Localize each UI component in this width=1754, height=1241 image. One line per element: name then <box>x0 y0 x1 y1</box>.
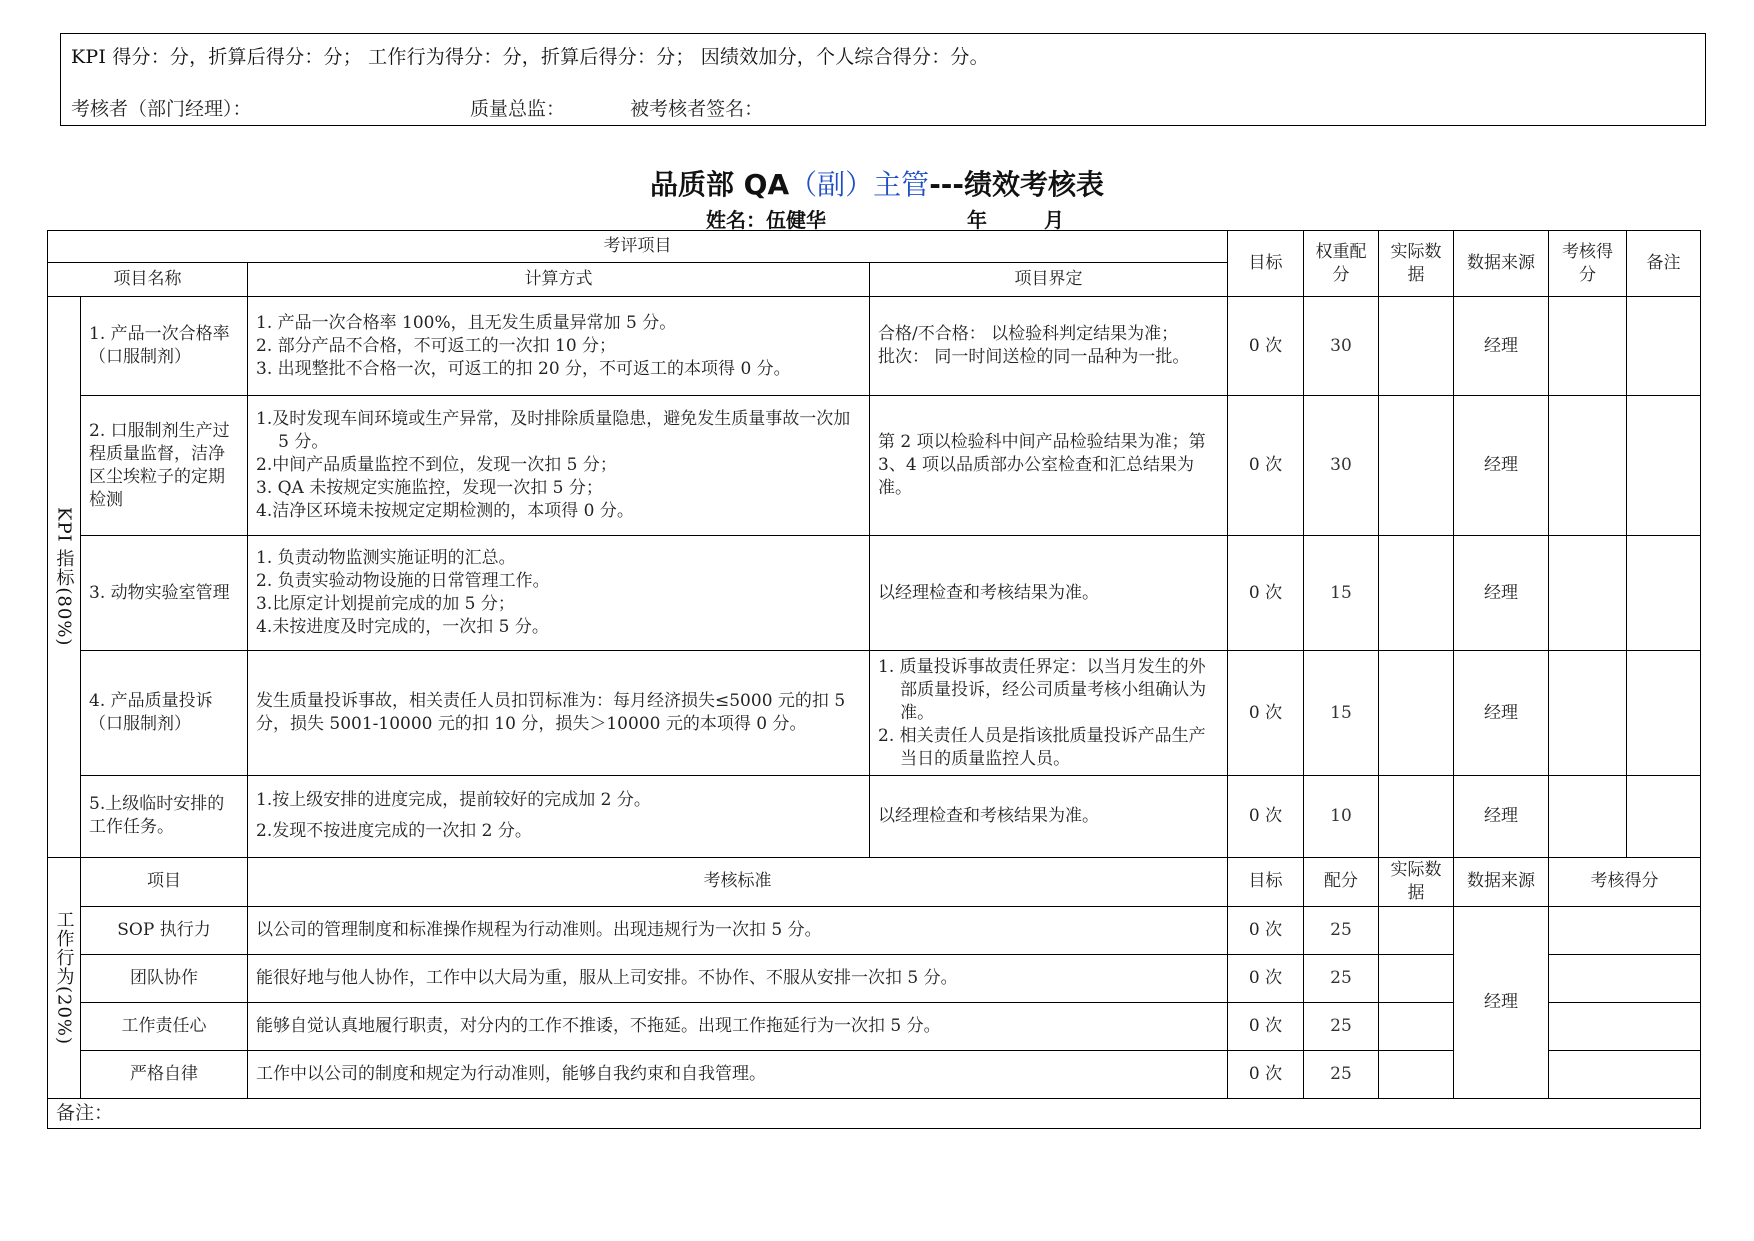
behavior-actual-data-cell[interactable] <box>1379 906 1454 954</box>
header-actual-data: 实际数据 <box>1379 231 1454 297</box>
kpi-calc-method <box>248 297 870 396</box>
header-remarks: 备注 <box>1627 231 1701 297</box>
calc-line: 1.按上级安排的进度完成，提前较好的完成加 2 分。 <box>256 790 651 811</box>
header-data-source: 数据来源 <box>1454 231 1549 297</box>
behavior-header-target: 目标 <box>1228 857 1304 906</box>
behavior-score: 25 <box>1304 906 1379 954</box>
kpi-remarks-cell[interactable] <box>1627 775 1701 857</box>
kpi-remarks-cell[interactable] <box>1627 651 1701 775</box>
header-assess-score: 考核得分 <box>1549 231 1627 297</box>
behavior-standard: 能很好地与他人协作，工作中以大局为重，服从上司安排。不协作、不服从安排一次扣 5 分。 <box>248 954 1228 1002</box>
header-review-items: 考评项目 <box>48 231 1228 263</box>
title-accent: （副）主管 <box>789 168 930 201</box>
calc-line: 2. 部分产品不合格，不可返工的一次扣 10 分； <box>256 335 617 356</box>
behavior-header-data-source: 数据来源 <box>1454 857 1549 906</box>
kpi-definition <box>870 651 1228 775</box>
behavior-standard: 以公司的管理制度和标准操作规程为行动准则。出现违规行为一次扣 5 分。 <box>248 906 1228 954</box>
kpi-item-name: 1. 产品一次合格率（口服制剂） <box>81 297 248 396</box>
definition-line: 第 2 项以检验科中间产品检验结果为准；第 3、4 项以品质部办公室检查和汇总结果为准。 <box>878 432 1206 499</box>
calc-line: 3. 出现整批不合格一次，可返工的扣 20 分，不可返工的本项得 0 分。 <box>256 358 791 379</box>
kpi-weight: 15 <box>1304 651 1379 775</box>
kpi-calc-method <box>248 775 870 857</box>
behavior-item: 工作责任心 <box>81 1002 248 1050</box>
kpi-item-name: 4. 产品质量投诉（口服制剂） <box>81 651 248 775</box>
kpi-remarks-cell[interactable] <box>1627 536 1701 651</box>
behavior-section-label: 工作行为(20%) <box>48 857 81 1098</box>
behavior-header-item: 项目 <box>81 857 248 906</box>
kpi-row <box>48 396 1701 536</box>
header-calc-method: 计算方式 <box>248 263 870 297</box>
kpi-weight: 30 <box>1304 396 1379 536</box>
behavior-assess-score-cell[interactable] <box>1549 1050 1701 1098</box>
kpi-definition <box>870 775 1228 857</box>
kpi-data-source: 经理 <box>1454 775 1549 857</box>
header-item-name: 项目名称 <box>48 263 248 297</box>
score-summary-line: KPI 得分：分，折算后得分：分； 工作行为得分：分，折算后得分：分； 因绩效加分，个人综合得分：分。 <box>71 46 989 68</box>
behavior-row <box>48 1050 1701 1098</box>
subtitle <box>706 204 1064 233</box>
definition-line: 2. 相关责任人员是指该批质量投诉产品生产当日的质量监控人员。 <box>878 725 1206 769</box>
calc-line: 1.及时发现车间环境或生产异常，及时排除质量隐患，避免发生质量事故一次加 5 分。 <box>256 409 851 453</box>
kpi-data-source: 经理 <box>1454 396 1549 536</box>
kpi-score-cell[interactable] <box>1549 651 1627 775</box>
page-title <box>0 163 1754 203</box>
behavior-actual-data-cell[interactable] <box>1379 1002 1454 1050</box>
behavior-assess-score-cell[interactable] <box>1549 906 1701 954</box>
kpi-row <box>48 536 1701 651</box>
kpi-target: 0 次 <box>1228 396 1304 536</box>
remarks-row <box>48 1098 1701 1128</box>
kpi-item-name: 5.上级临时安排的工作任务。 <box>81 775 248 857</box>
employee-name: 姓名：伍健华 <box>706 208 826 232</box>
calc-line: 4.未按进度及时完成的，一次扣 5 分。 <box>256 617 549 638</box>
summary-box <box>60 33 1706 126</box>
behavior-header-row <box>48 857 1701 906</box>
behavior-data-source: 经理 <box>1454 906 1549 1098</box>
behavior-actual-data-cell[interactable] <box>1379 954 1454 1002</box>
definition-line: 批次： 同一时间送检的同一品种为一批。 <box>878 347 1190 368</box>
kpi-weight: 15 <box>1304 536 1379 651</box>
definition-line: 以经理检查和考核结果为准。 <box>878 805 1099 826</box>
assessee-sign-label: 被考核者签名： <box>630 98 764 120</box>
calc-line: 2. 负责实验动物设施的日常管理工作。 <box>256 571 550 592</box>
definition-line: 以经理检查和考核结果为准。 <box>878 582 1099 603</box>
kpi-item-name: 2. 口服制剂生产过程质量监督，洁净区尘埃粒子的定期检测 <box>81 396 248 536</box>
kpi-section-label: KPI 指标(80%) <box>48 297 81 858</box>
kpi-item-name: 3. 动物实验室管理 <box>81 536 248 651</box>
behavior-row <box>48 1002 1701 1050</box>
kpi-target: 0 次 <box>1228 775 1304 857</box>
header-item-definition: 项目界定 <box>870 263 1228 297</box>
behavior-header-score: 配分 <box>1304 857 1379 906</box>
kpi-actual-data-cell[interactable] <box>1379 775 1454 857</box>
kpi-actual-data-cell[interactable] <box>1379 297 1454 396</box>
kpi-target: 0 次 <box>1228 297 1304 396</box>
behavior-header-actual-data: 实际数据 <box>1379 857 1454 906</box>
calc-line: 发生质量投诉事故，相关责任人员扣罚标准为：每月经济损失≤5000 元的扣 5 分，损失 5001-10000 元的扣 10 分，损失＞10000 元的本项得 0 分。 <box>256 691 846 734</box>
calc-line: 3. QA 未按规定实施监控，发现一次扣 5 分； <box>256 478 603 499</box>
behavior-actual-data-cell[interactable] <box>1379 1050 1454 1098</box>
assessment-table <box>47 230 1701 1129</box>
kpi-score-cell[interactable] <box>1549 775 1627 857</box>
behavior-standard: 能够自觉认真地履行职责，对分内的工作不推诿，不拖延。出现工作拖延行为一次扣 5 分。 <box>248 1002 1228 1050</box>
kpi-remarks-cell[interactable] <box>1627 396 1701 536</box>
kpi-row <box>48 775 1701 857</box>
kpi-actual-data-cell[interactable] <box>1379 396 1454 536</box>
kpi-actual-data-cell[interactable] <box>1379 651 1454 775</box>
behavior-item: 严格自律 <box>81 1050 248 1098</box>
calc-line: 2.发现不按进度完成的一次扣 2 分。 <box>256 821 532 842</box>
behavior-row <box>48 906 1701 954</box>
behavior-score: 25 <box>1304 1050 1379 1098</box>
kpi-calc-method <box>248 536 870 651</box>
reviewer-label: 考核者（部门经理）： <box>71 98 252 120</box>
behavior-target: 0 次 <box>1228 906 1304 954</box>
title-prefix: 品质部 QA <box>649 168 790 201</box>
kpi-data-source: 经理 <box>1454 536 1549 651</box>
kpi-score-cell[interactable] <box>1549 297 1627 396</box>
kpi-definition <box>870 297 1228 396</box>
behavior-target: 0 次 <box>1228 1050 1304 1098</box>
calc-line: 3.比原定计划提前完成的加 5 分； <box>256 594 515 615</box>
behavior-target: 0 次 <box>1228 1002 1304 1050</box>
kpi-calc-method <box>248 396 870 536</box>
calc-line: 4.洁净区环境未按规定定期检测的，本项得 0 分。 <box>256 501 634 522</box>
kpi-score-cell[interactable] <box>1549 396 1627 536</box>
month-label: 月 <box>1043 208 1064 232</box>
kpi-data-source: 经理 <box>1454 651 1549 775</box>
behavior-header-standard: 考核标准 <box>248 857 1228 906</box>
header-weight: 权重配分 <box>1304 231 1379 297</box>
header-row-1 <box>48 231 1701 263</box>
behavior-row <box>48 954 1701 1002</box>
behavior-score: 25 <box>1304 954 1379 1002</box>
kpi-target: 0 次 <box>1228 536 1304 651</box>
behavior-score: 25 <box>1304 1002 1379 1050</box>
kpi-data-source: 经理 <box>1454 297 1549 396</box>
year-label: 年 <box>966 208 987 232</box>
kpi-remarks-cell[interactable] <box>1627 297 1701 396</box>
kpi-weight: 10 <box>1304 775 1379 857</box>
behavior-header-assess-score: 考核得分 <box>1549 857 1701 906</box>
definition-line: 合格/不合格： 以检验科判定结果为准； <box>878 324 1179 345</box>
calc-line: 1. 负责动物监测实施证明的汇总。 <box>256 548 516 569</box>
definition-line: 1. 质量投诉事故责任界定：以当月发生的外部质量投诉，经公司质量考核小组确认为准。 <box>878 656 1207 723</box>
behavior-item: 团队协作 <box>81 954 248 1002</box>
calc-line: 2.中间产品质量监控不到位，发现一次扣 5 分； <box>256 455 617 476</box>
kpi-row <box>48 297 1701 396</box>
calc-line: 1. 产品一次合格率 100%，且无发生质量异常加 5 分。 <box>256 312 677 333</box>
remarks-label[interactable]: 备注： <box>48 1098 1701 1128</box>
kpi-row <box>48 651 1701 775</box>
kpi-target: 0 次 <box>1228 651 1304 775</box>
behavior-target: 0 次 <box>1228 954 1304 1002</box>
kpi-definition <box>870 536 1228 651</box>
kpi-actual-data-cell[interactable] <box>1379 536 1454 651</box>
kpi-weight: 30 <box>1304 297 1379 396</box>
behavior-assess-score-cell[interactable] <box>1549 1002 1701 1050</box>
title-suffix: ---绩效考核表 <box>929 168 1105 201</box>
kpi-score-cell[interactable] <box>1549 536 1627 651</box>
behavior-assess-score-cell[interactable] <box>1549 954 1701 1002</box>
signature-line <box>71 94 763 121</box>
quality-director-label: 质量总监： <box>470 98 566 120</box>
header-target: 目标 <box>1228 231 1304 297</box>
kpi-calc-method <box>248 651 870 775</box>
behavior-item: SOP 执行力 <box>81 906 248 954</box>
behavior-standard: 工作中以公司的制度和规定为行动准则，能够自我约束和自我管理。 <box>248 1050 1228 1098</box>
kpi-definition <box>870 396 1228 536</box>
